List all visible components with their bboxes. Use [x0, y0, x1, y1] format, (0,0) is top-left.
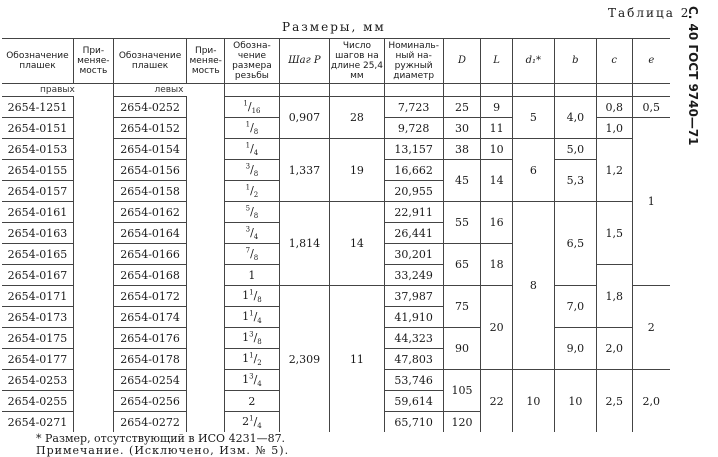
cell-left-designation: 2654-0178 — [113, 349, 187, 370]
cell-b: 6,5 — [554, 202, 596, 286]
cell-application — [73, 223, 113, 244]
cell-nominal-diameter: 7,723 — [384, 97, 443, 118]
cell-application — [73, 97, 113, 118]
cell-thread-size: $^3/_4$ — [225, 223, 280, 244]
cell-c: 0,8 — [596, 97, 632, 118]
header-d1: d₁* — [512, 39, 554, 84]
cell-application — [187, 286, 225, 307]
note: Примечание. (Исключено, Изм. № 5). — [36, 444, 290, 457]
table-row — [2, 202, 670, 223]
cell-right-designation: 2654-0271 — [2, 412, 73, 433]
cell-thread-size: 1 — [225, 265, 280, 286]
cell-pitch: 2,309 — [279, 286, 329, 433]
cell-application — [187, 307, 225, 328]
cell-nominal-diameter: 44,323 — [384, 328, 443, 349]
cell-b: 10 — [554, 370, 596, 433]
cell-thread-size: $1^1/_4$ — [225, 307, 280, 328]
cell-right-designation: 2654-0175 — [2, 328, 73, 349]
cell-left-designation: 2654-0256 — [113, 391, 187, 412]
cell-d1: 8 — [512, 202, 554, 370]
cell-c: 1,8 — [596, 265, 632, 328]
cell-left-designation: 2654-0252 — [113, 97, 187, 118]
cell-thread-size: 2 — [225, 391, 280, 412]
cell-D: 90 — [443, 328, 481, 370]
cell-thread-size: $^1/_{16}$ — [225, 97, 280, 118]
header-threads-per-inch: Число шагов на длине 25,4 мм — [330, 39, 385, 84]
cell-D: 55 — [443, 202, 481, 244]
cell-c: 1,5 — [596, 202, 632, 265]
cell-application — [187, 118, 225, 139]
cell-L: 20 — [481, 286, 513, 370]
cell-threads-per-inch: 14 — [330, 202, 385, 286]
cell-thread-size: $^1/_2$ — [225, 181, 280, 202]
cell-application — [187, 244, 225, 265]
cell-pitch: 0,907 — [279, 97, 329, 139]
header-application-left: При-меняе-мость — [187, 39, 225, 84]
cell-nominal-diameter: 22,911 — [384, 202, 443, 223]
cell-application — [187, 370, 225, 391]
cell-right-designation: 2654-0163 — [2, 223, 73, 244]
cell-threads-per-inch: 19 — [330, 139, 385, 202]
cell-d1: 6 — [512, 139, 554, 202]
cell-left-designation: 2654-0164 — [113, 223, 187, 244]
cell-thread-size: $1^3/_8$ — [225, 328, 280, 349]
cell-nominal-diameter: 47,803 — [384, 349, 443, 370]
sizes-caption: Размеры, мм — [282, 20, 386, 34]
header-pitch: Шаг P — [279, 39, 329, 84]
cell-pitch: 1,337 — [279, 139, 329, 202]
header-b: b — [554, 39, 596, 84]
cell-thread-size: $^1/_4$ — [225, 139, 280, 160]
header-nominal-diameter: Номиналь-ный на-ружный диаметр — [384, 39, 443, 84]
cell-application — [73, 181, 113, 202]
cell-L: 11 — [481, 118, 513, 139]
cell-e: 1 — [632, 118, 670, 286]
cell-application — [187, 139, 225, 160]
cell-application — [73, 265, 113, 286]
cell-application — [187, 412, 225, 433]
cell-left-designation: 2654-0168 — [113, 265, 187, 286]
cell-c: 2,5 — [596, 370, 632, 433]
cell-thread-size: $1^1/_8$ — [225, 286, 280, 307]
cell-b: 5,0 — [554, 139, 596, 160]
cell-right-designation: 2654-0151 — [2, 118, 73, 139]
cell-L: 22 — [481, 370, 513, 433]
cell-application — [187, 97, 225, 118]
cell-D: 120 — [443, 412, 481, 433]
cell-nominal-diameter: 26,441 — [384, 223, 443, 244]
cell-left-designation: 2654-0152 — [113, 118, 187, 139]
cell-thread-size: $^7/_8$ — [225, 244, 280, 265]
cell-left-designation: 2654-0254 — [113, 370, 187, 391]
cell-nominal-diameter: 37,987 — [384, 286, 443, 307]
cell-application — [73, 307, 113, 328]
cell-thread-size: $1^3/_4$ — [225, 370, 280, 391]
cell-d1: 10 — [512, 370, 554, 433]
cell-L: 14 — [481, 160, 513, 202]
cell-right-designation: 2654-0177 — [2, 349, 73, 370]
table-row — [2, 139, 670, 160]
header-D: D — [443, 39, 481, 84]
cell-D: 75 — [443, 286, 481, 328]
cell-threads-per-inch: 28 — [330, 97, 385, 139]
cell-application — [73, 349, 113, 370]
cell-application — [73, 286, 113, 307]
cell-e: 2 — [632, 286, 670, 370]
cell-b: 5,3 — [554, 160, 596, 202]
cell-thread-size: $^3/_8$ — [225, 160, 280, 181]
cell-right-designation: 2654-0255 — [2, 391, 73, 412]
cell-c: 2,0 — [596, 328, 632, 370]
cell-D: 38 — [443, 139, 481, 160]
cell-nominal-diameter: 20,955 — [384, 181, 443, 202]
cell-application — [187, 391, 225, 412]
cell-D: 105 — [443, 370, 481, 412]
header-die-left: Обозначение плашек — [113, 39, 187, 84]
cell-nominal-diameter: 59,614 — [384, 391, 443, 412]
header-die-right: Обозначение плашек — [2, 39, 73, 84]
cell-right-designation: 2654-0161 — [2, 202, 73, 223]
cell-application — [73, 139, 113, 160]
cell-right-designation: 2654-0153 — [2, 139, 73, 160]
cell-D: 45 — [443, 160, 481, 202]
cell-left-designation: 2654-0172 — [113, 286, 187, 307]
cell-b: 4,0 — [554, 97, 596, 139]
cell-nominal-diameter: 30,201 — [384, 244, 443, 265]
cell-application — [187, 181, 225, 202]
cell-b: 7,0 — [554, 286, 596, 328]
cell-right-designation: 2654-1251 — [2, 97, 73, 118]
cell-application — [187, 202, 225, 223]
cell-right-designation: 2654-0167 — [2, 265, 73, 286]
cell-c: 1,2 — [596, 139, 632, 202]
cell-nominal-diameter: 9,728 — [384, 118, 443, 139]
cell-application — [187, 223, 225, 244]
cell-d1: 5 — [512, 97, 554, 139]
subheader-left: левых — [113, 84, 224, 97]
footnote: * Размер, отсутствующий в ИСО 4231—87. — [36, 432, 286, 445]
cell-L: 9 — [481, 97, 513, 118]
cell-L: 10 — [481, 139, 513, 160]
cell-L: 16 — [481, 202, 513, 244]
cell-nominal-diameter: 13,157 — [384, 139, 443, 160]
cell-pitch: 1,814 — [279, 202, 329, 286]
cell-application — [187, 160, 225, 181]
cell-D: 65 — [443, 244, 481, 286]
cell-left-designation: 2654-0176 — [113, 328, 187, 349]
subheader-right: правых — [2, 84, 113, 97]
cell-application — [73, 160, 113, 181]
cell-e: 0,5 — [632, 97, 670, 118]
cell-application — [73, 370, 113, 391]
cell-application — [73, 412, 113, 433]
cell-c: 1,0 — [596, 118, 632, 139]
cell-left-designation: 2654-0158 — [113, 181, 187, 202]
header-c: c — [596, 39, 632, 84]
cell-application — [73, 202, 113, 223]
cell-right-designation: 2654-0155 — [2, 160, 73, 181]
cell-right-designation: 2654-0157 — [2, 181, 73, 202]
header-L: L — [481, 39, 513, 84]
cell-right-designation: 2654-0165 — [2, 244, 73, 265]
cell-application — [73, 391, 113, 412]
cell-thread-size: $^1/_8$ — [225, 118, 280, 139]
cell-D: 30 — [443, 118, 481, 139]
cell-right-designation: 2654-0173 — [2, 307, 73, 328]
cell-left-designation: 2654-0166 — [113, 244, 187, 265]
cell-left-designation: 2654-0162 — [113, 202, 187, 223]
table-row — [2, 286, 670, 307]
cell-nominal-diameter: 16,662 — [384, 160, 443, 181]
cell-application — [73, 328, 113, 349]
table-row — [2, 97, 670, 118]
cell-application — [187, 328, 225, 349]
cell-L: 18 — [481, 244, 513, 286]
cell-nominal-diameter: 33,249 — [384, 265, 443, 286]
table-label: Таблица 2 — [608, 6, 691, 20]
cell-application — [73, 118, 113, 139]
cell-application — [187, 349, 225, 370]
cell-left-designation: 2654-0272 — [113, 412, 187, 433]
page-side-header: С. 40 ГОСТ 9740—71 — [686, 6, 700, 146]
cell-right-designation: 2654-0171 — [2, 286, 73, 307]
cell-nominal-diameter: 53,746 — [384, 370, 443, 391]
cell-thread-size: $^5/_8$ — [225, 202, 280, 223]
cell-thread-size: $1^1/_2$ — [225, 349, 280, 370]
cell-application — [73, 244, 113, 265]
header-thread-size: Обозна-чение размера резьбы — [225, 39, 280, 84]
cell-left-designation: 2654-0174 — [113, 307, 187, 328]
cell-nominal-diameter: 65,710 — [384, 412, 443, 433]
cell-application — [187, 265, 225, 286]
cell-e: 2,0 — [632, 370, 670, 433]
cell-left-designation: 2654-0156 — [113, 160, 187, 181]
header-e: e — [632, 39, 670, 84]
spec-table — [2, 38, 670, 432]
cell-D: 25 — [443, 97, 481, 118]
header-application-right: При-меняе-мость — [73, 39, 113, 84]
cell-nominal-diameter: 41,910 — [384, 307, 443, 328]
cell-right-designation: 2654-0253 — [2, 370, 73, 391]
cell-b: 9,0 — [554, 328, 596, 370]
cell-left-designation: 2654-0154 — [113, 139, 187, 160]
cell-threads-per-inch: 11 — [330, 286, 385, 433]
cell-thread-size: $2^1/_4$ — [225, 412, 280, 433]
